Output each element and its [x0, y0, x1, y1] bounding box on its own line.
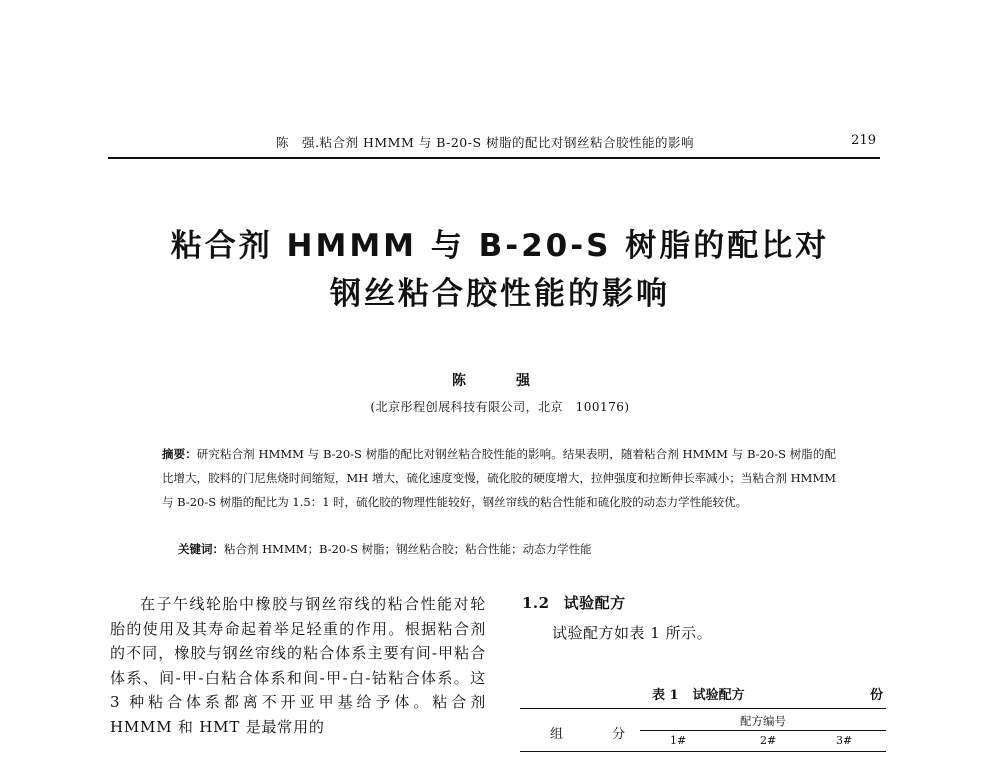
title-line-1: 粘合剂 HMMM 与 B-20-S 树脂的配比对 [170, 228, 830, 264]
section-heading [522, 592, 626, 613]
table-caption-number: 表 1 [652, 688, 679, 703]
table-header-formula: 配方编号 [740, 714, 786, 728]
table-caption-title: 试验配方 [692, 688, 745, 703]
section-title: 试验配方 [563, 594, 626, 612]
formula-table [520, 708, 886, 761]
table-header-col-1: 1# [670, 734, 687, 747]
keywords-text: 粘合剂 HMMM；B-20-S 树脂；钢丝粘合胶；粘合性能；动态力学性能 [224, 542, 592, 556]
table-header-col-2: 2# [760, 734, 777, 747]
table-header-rule [640, 730, 886, 731]
section-text: 试验配方如表 1 所示。 [552, 624, 713, 642]
table-header-component: 组 分 [550, 727, 644, 742]
abstract-label: 摘要： [162, 447, 197, 461]
keywords [178, 538, 838, 560]
table-header-bottom-rule [520, 751, 886, 752]
section-number: 1.2 [522, 594, 550, 612]
table-unit: 份 [870, 688, 884, 703]
table-header-col-3: 3# [836, 734, 853, 747]
page-number: 219 [851, 133, 876, 148]
keywords-label: 关键词： [178, 542, 224, 556]
running-header-text: 陈 强.粘合剂 HMMM 与 B-20-S 树脂的配比对钢丝粘合胶性能的影响 [276, 135, 695, 150]
running-header [108, 133, 880, 159]
title-line-2: 钢丝粘合胶性能的影响 [330, 276, 670, 312]
abstract-text: 研究粘合剂 HMMM 与 B-20-S 树脂的配比对钢丝粘合胶性能的影响。结果表明，随着粘合剂 HMMM 与 B-20-S 树脂的配比增大，胶料的门尼焦烧时间缩短，MH 增大，硫化速度变慢，硫化胶的硬度增大，拉伸强度和拉断伸长率减小；当粘合剂 HMMM 与 B-20-S 树脂的配比为 1.5：1 时，硫化胶的物理性能较好，钢丝帘线的粘合性能和硫化胶的动态力学性能较优。 [162, 447, 837, 509]
author-affiliation: (北京彤程创展科技有限公司，北京 100176) [370, 400, 630, 414]
author-name: 陈 强 [452, 373, 548, 389]
paper-title [0, 222, 1000, 318]
table-caption [652, 684, 745, 703]
abstract [162, 442, 836, 514]
body-left-paragraph: 在子午线轮胎中橡胶与钢丝帘线的粘合性能对轮胎的使用及其寿命起着举足轻重的作用。根据粘合剂的不同，橡胶与钢丝帘线的粘合体系主要有间-甲粘合体系、间-甲-白粘合体系和间-甲-白-钴粘合体系。这 3 种粘合体系都离不开亚甲基给予体。粘合剂 HMMM 和 HMT 是最常用的 [110, 595, 486, 736]
